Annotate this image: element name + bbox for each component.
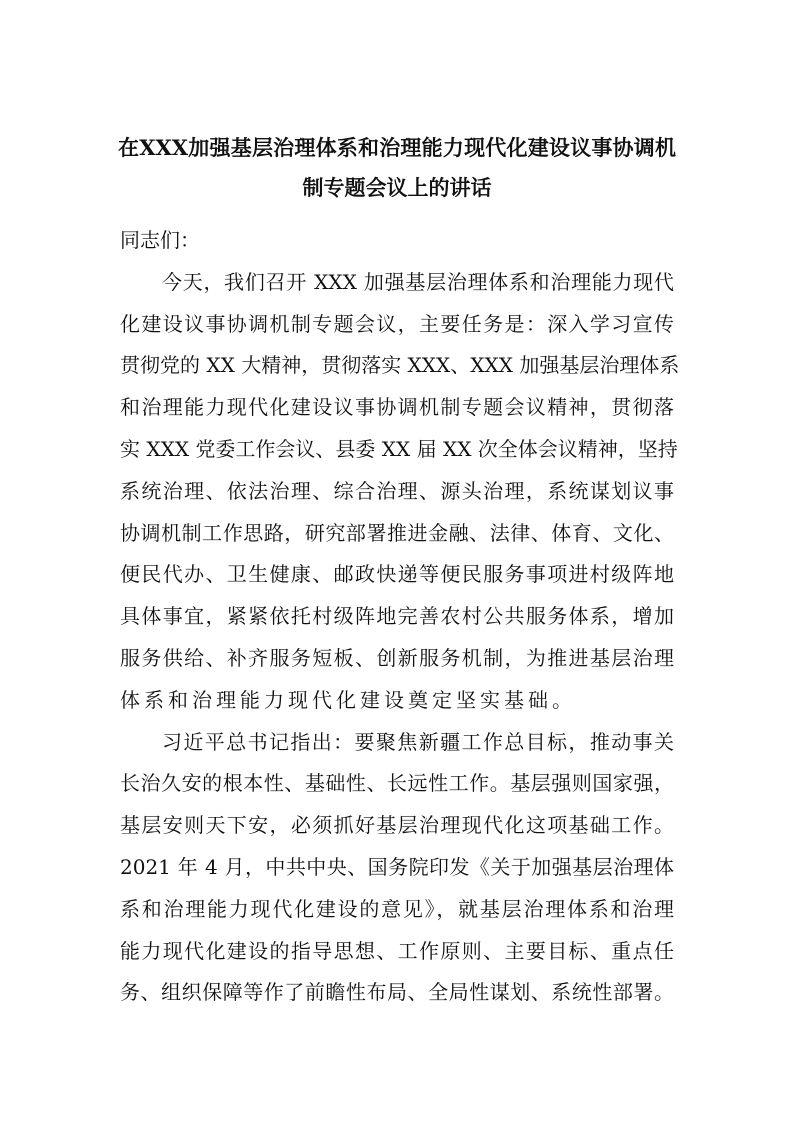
paragraph-2-line: 习近平总书记指出：要聚焦新疆工作总目标，推动事关 bbox=[162, 729, 674, 754]
paragraph-1-line: 和治理能力现代化建设议事协调机制专题会议精神，贯彻落 bbox=[120, 395, 674, 420]
paragraph-1-line: 化建设议事协调机制专题会议，主要任务是：深入学习宣传 bbox=[120, 311, 674, 336]
paragraph-2-line: 2021 年 4 月，中共中央、国务院印发《关于加强基层治理体 bbox=[120, 854, 674, 879]
paragraph-1-line: 服务供给、补齐服务短板、创新服务机制，为推进基层治理 bbox=[120, 645, 674, 670]
paragraph-2-line: 能力现代化建设的指导思想、工作原则、主要目标、重点任 bbox=[120, 938, 674, 963]
document-body bbox=[120, 220, 680, 1014]
title-line: 制专题会议上的讲话 bbox=[302, 175, 492, 200]
paragraph-1-line: 协调机制工作思路，研究部署推进金融、法律、体育、文化、 bbox=[120, 520, 674, 545]
paragraph-1-line: 系统治理、依法治理、综合治理、源头治理，系统谋划议事 bbox=[120, 478, 674, 503]
paragraph-1-line: 贯彻党的 XX 大精神，贯彻落实 XXX、XXX 加强基层治理体系 bbox=[120, 353, 680, 378]
paragraph-2-line: 基层安则天下安，必须抓好基层治理现代化这项基础工作。 bbox=[120, 813, 674, 838]
paragraph-1-line: 今天，我们召开 XXX 加强基层治理体系和治理能力现代 bbox=[162, 269, 674, 294]
document-title bbox=[118, 128, 676, 208]
paragraph-1-line: 具体事宜，紧紧依托村级阵地完善农村公共服务体系，增加 bbox=[120, 604, 674, 629]
paragraph-1-line: 便民代办、卫生健康、邮政快递等便民服务事项进村级阵地 bbox=[120, 562, 674, 587]
paragraph-2-line: 长治久安的根本性、基础性、长远性工作。基层强则国家强， bbox=[120, 771, 674, 796]
title-line: 在XXX加强基层治理体系和治理能力现代化建设议事协调机 bbox=[118, 135, 676, 160]
paragraph-2-line: 务、组织保障等作了前瞻性布局、全局性谋划、系统性部署。 bbox=[120, 980, 674, 1005]
paragraph-1-line: 实 XXX 党委工作会议、县委 XX 届 XX 次全体会议精神，坚持 bbox=[120, 436, 678, 461]
paragraph-1-line: 体系和治理能力现代化建设奠定坚实基础。 bbox=[120, 687, 576, 712]
paragraph-2-line: 系和治理能力现代化建设的意见》，就基层治理体系和治理 bbox=[120, 896, 674, 921]
salutation: 同志们： bbox=[120, 228, 200, 252]
